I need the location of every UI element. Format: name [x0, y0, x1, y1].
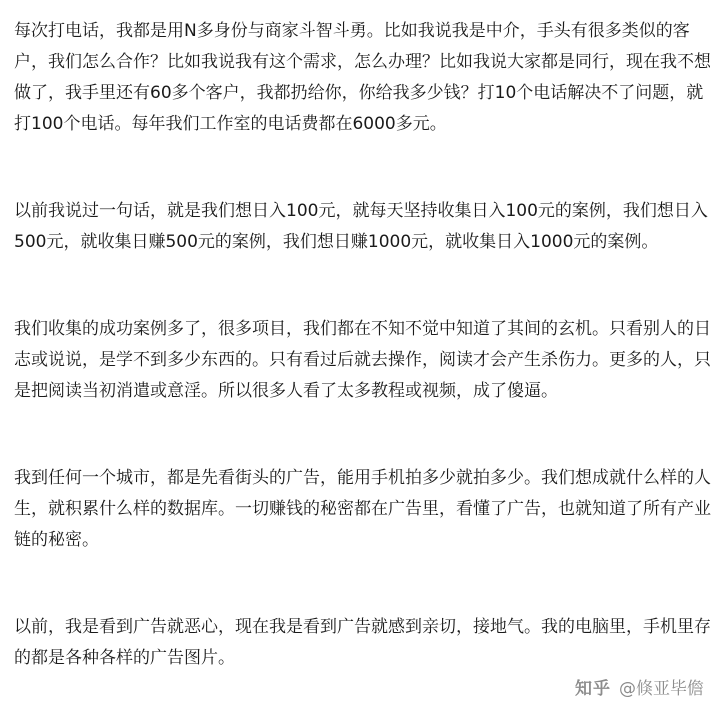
- paragraph-2: 以前我说过一句话，就是我们想日入100元，就每天坚持收集日入100元的案例，我们想日入500元，就收集日赚500元的案例，我们想日赚1000元，就收集日入1000元的案例。: [14, 201, 708, 252]
- paragraph-5: 以前，我是看到广告就恶心，现在我是看到广告就感到亲切，接地气。我的电脑里，手机里存的都是各种各样的广告图片。: [14, 617, 711, 668]
- zhihu-watermark: [575, 678, 704, 700]
- watermark-brand: 知乎: [575, 679, 611, 699]
- watermark-author: @倏亚毕儋: [619, 679, 704, 699]
- article-body: [14, 16, 714, 674]
- paragraph-1: 每次打电话，我都是用N多身份与商家斗智斗勇。比如我说我是中介，手头有很多类似的客户，我们怎么合作？比如我说我有这个需求，怎么办理？比如我说大家都是同行，现在我不想做了，我手里还有60多个客户，我都扔给你，你给我多少钱？打10个电话解决不了问题，就打100个电话。每年我们工作室的电话费都在6000多元。: [14, 21, 711, 134]
- paragraph-4: 我到任何一个城市，都是先看街头的广告，能用手机拍多少就拍多少。我们想成就什么样的人生，就积累什么样的数据库。一切赚钱的秘密都在广告里，看懂了广告，也就知道了所有产业链的秘密。: [14, 468, 711, 550]
- paragraph-3: 我们收集的成功案例多了，很多项目，我们都在不知不觉中知道了其间的玄机。只看别人的日志或说说，是学不到多少东西的。只有看过后就去操作，阅读才会产生杀伤力。更多的人，只是把阅读当初消遣或意淫。所以很多人看了太多教程或视频，成了傻逼。: [14, 319, 711, 401]
